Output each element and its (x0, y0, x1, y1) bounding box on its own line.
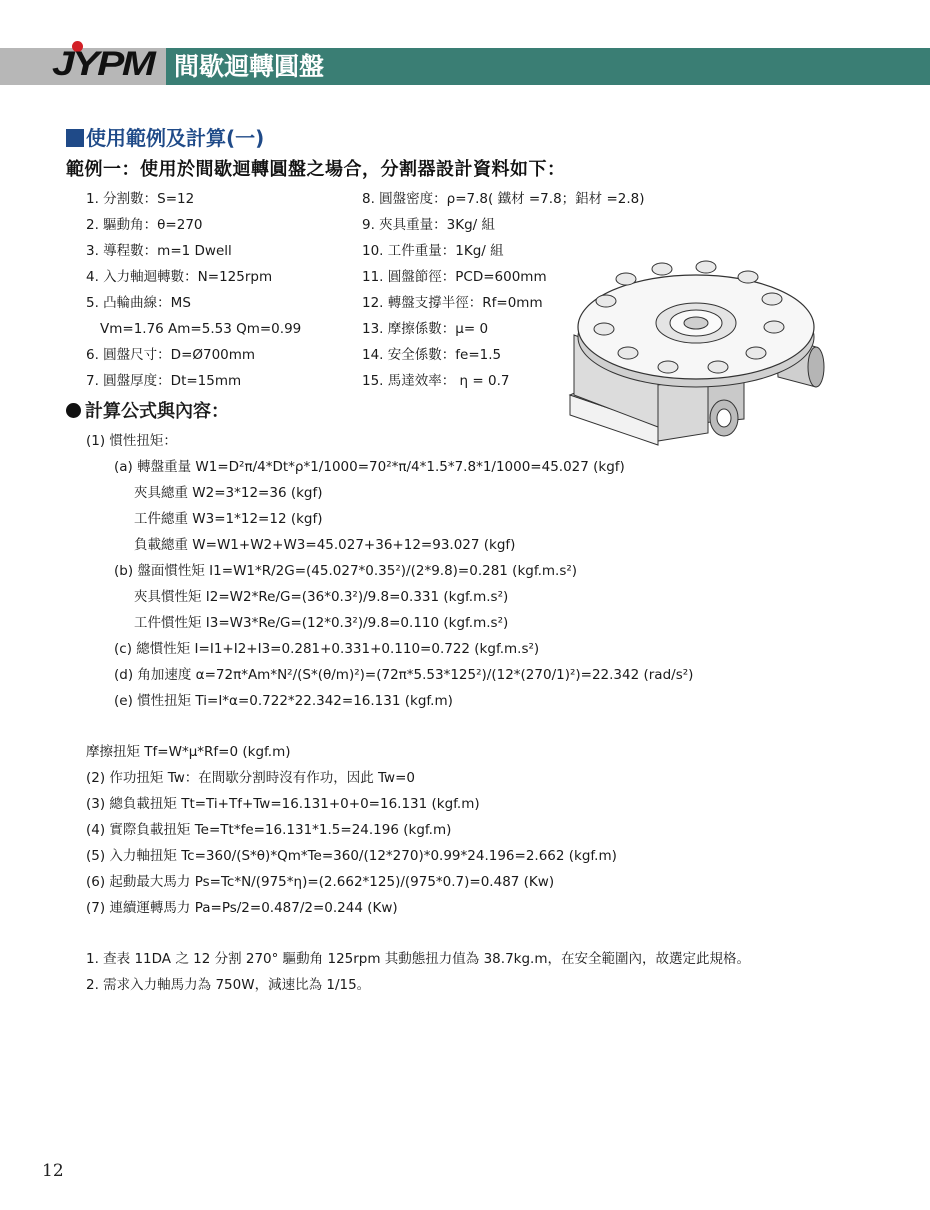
logo-text: JYPM (52, 45, 154, 83)
page-number: 12 (42, 1161, 64, 1181)
square-bullet-icon (66, 129, 84, 147)
section-title (66, 125, 264, 151)
jypm-logo (50, 41, 162, 83)
spec-left-2: 2. 驅動角：θ=270 (86, 217, 203, 233)
calc-line: (b) 盤面慣性矩 I1=W1*R/2G=(45.027*0.35²)/(2*9.8)=0.281 (kgf.m.s²) (114, 563, 578, 579)
calc-line: (3) 總負載扭矩 Tt=Ti+Tf+Tw=16.131+0+0=16.131 (kgf.m) (86, 796, 480, 812)
spec-right-10: 10. 工件重量：1Kg/ 組 (362, 243, 504, 259)
spec-left-5-values: Vm=1.76 Am=5.53 Qm=0.99 (100, 321, 302, 337)
calc-line: 負載總重 W=W1+W2+W3=45.027+36+12=93.027 (kgf) (134, 537, 516, 553)
calc-line: (c) 總慣性矩 I=I1+I2+I3=0.281+0.331+0.110=0.722 (kgf.m.s²) (114, 641, 540, 657)
calc-line: 夾具總重 W2=3*12=36 (kgf) (134, 485, 323, 501)
spec-left-3: 3. 導程數：m=1 Dwell (86, 243, 232, 259)
note-1: 1. 查表 11DA 之 12 分割 270° 驅動角 125rpm 其動態扭力值為 38.7kg.m，在安全範圍內，故選定此規格。 (86, 951, 750, 967)
calc-line: (a) 轉盤重量 W1=D²π/4*Dt*ρ*1/1000=70²*π/4*1.5*7.8*1/1000=45.027 (kgf) (114, 459, 625, 475)
spec-right-15: 15. 馬達效率： η = 0.7 (362, 373, 510, 389)
spec-right-11: 11. 圓盤節徑：PCD=600mm (362, 269, 547, 285)
calc-line: (7) 連續運轉馬力 Pa=Ps/2=0.487/2=0.244 (Kw) (86, 900, 398, 916)
page-title: 間歇迴轉圓盤 (174, 52, 325, 81)
spec-right-8: 8. 圓盤密度：ρ=7.8( 鐵材 =7.8；鋁材 =2.8) (362, 191, 645, 207)
example-title: 範例一：使用於間歇迴轉圓盤之場合，分割器設計資料如下： (66, 159, 566, 180)
calc-line: (4) 實際負載扭矩 Te=Tt*fe=16.131*1.5=24.196 (kgf.m) (86, 822, 452, 838)
calc-line: (d) 角加速度 α=72π*Am*N²/(S*(θ/m)²)=(72π*5.53*125²)/(12*(270/1)²)=22.342 (rad/s²) (114, 667, 694, 683)
spec-left-7: 7. 圓盤厚度：Dt=15mm (86, 373, 242, 389)
section-title-text: 使用範例及計算(一) (86, 126, 265, 150)
spec-left-4: 4. 入力軸迴轉數：N=125rpm (86, 269, 273, 285)
calc-heading (66, 400, 229, 424)
indexing-table-illustration (566, 255, 828, 455)
spec-left-5: 5. 凸輪曲線：MS (86, 295, 191, 311)
calc-line: (e) 慣性扭矩 Ti=I*α=0.722*22.342=16.131 (kgf.m) (114, 693, 453, 709)
spec-right-12: 12. 轉盤支撐半徑：Rf=0mm (362, 295, 543, 311)
round-bullet-icon (66, 403, 81, 418)
calc-line: (1) 慣性扭矩： (86, 433, 177, 449)
spec-right-14: 14. 安全係數：fe=1.5 (362, 347, 502, 363)
calc-line: 夾具慣性矩 I2=W2*Re/G=(36*0.3²)/9.8=0.331 (kgf.m.s²) (134, 589, 509, 605)
calc-line: (6) 起動最大馬力 Ps=Tc*N/(975*η)=(2.662*125)/(975*0.7)=0.487 (Kw) (86, 874, 555, 890)
calc-heading-text: 計算公式與內容： (85, 401, 229, 422)
spec-left-1: 1. 分割數：S=12 (86, 191, 195, 207)
calc-line: (5) 入力軸扭矩 Tc=360/(S*θ)*Qm*Te=360/(12*270)*0.99*24.196=2.662 (kgf.m) (86, 848, 617, 864)
spec-right-9: 9. 夾具重量：3Kg/ 組 (362, 217, 496, 233)
calc-line: 摩擦扭矩 Tf=W*μ*Rf=0 (kgf.m) (86, 744, 291, 760)
spec-left-6: 6. 圓盤尺寸：D=Ø700mm (86, 347, 256, 363)
calc-line: (2) 作功扭矩 Tw：在間歇分割時沒有作功，因此 Tw=0 (86, 770, 416, 786)
calc-line: 工件總重 W3=1*12=12 (kgf) (134, 511, 323, 527)
spec-right-13: 13. 摩擦係數：μ= 0 (362, 321, 489, 337)
calc-line: 工件慣性矩 I3=W3*Re/G=(12*0.3²)/9.8=0.110 (kgf.m.s²) (134, 615, 509, 631)
note-2: 2. 需求入力軸馬力為 750W，減速比為 1/15。 (86, 977, 371, 993)
